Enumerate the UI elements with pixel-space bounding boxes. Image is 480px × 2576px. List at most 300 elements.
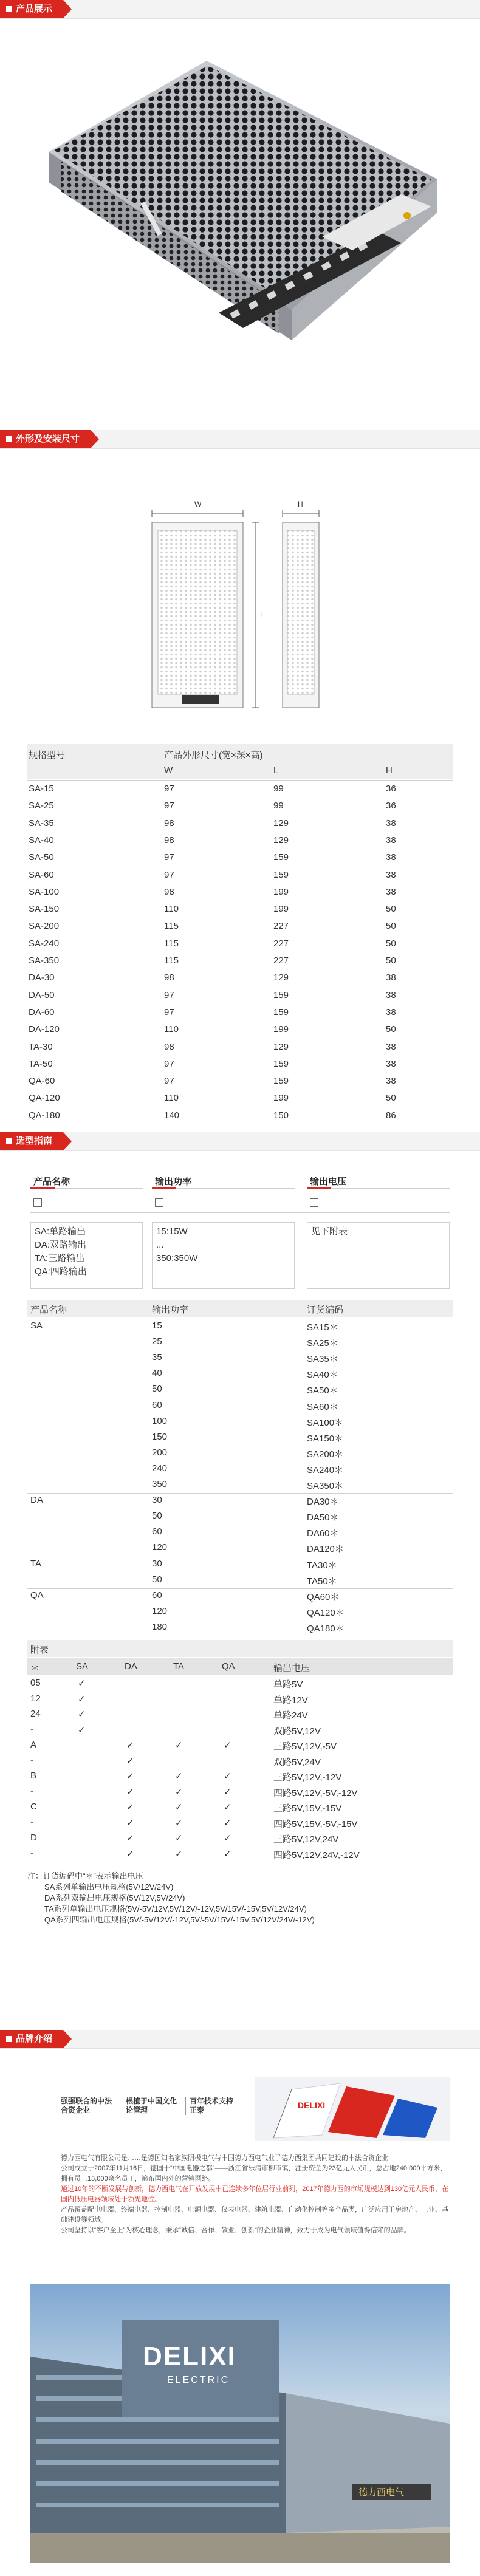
table-row [27, 1059, 453, 1072]
cell-star: - [30, 1724, 33, 1735]
table-row [27, 990, 453, 1003]
cell-w: 97 [164, 852, 174, 863]
sel-checkbox-2[interactable] [155, 1198, 163, 1207]
option: TA:三路输出 [35, 1253, 85, 1263]
table-row [27, 852, 453, 866]
cell-h: 50 [386, 1093, 396, 1104]
cell-w: 97 [164, 869, 174, 880]
cell-star: - [30, 1786, 33, 1797]
cell-model: SA-50 [29, 852, 54, 863]
section-header-selection [0, 1132, 480, 1153]
cell-sa: ✓ [78, 1724, 86, 1735]
cell-model: DA-50 [29, 989, 55, 1000]
cell-code: SA60＊ [307, 1401, 338, 1412]
brand-paragraph: 通过10年的不断发展与创新，德力西电气在开放发展中已连续多年位居行业前列，2017年德力西的市场规模达到130亿元人民币，在国内低压电器领域处于领先地位。 [61, 2185, 449, 2203]
cell-model: SA-25 [29, 801, 54, 811]
sel-checkbox-3[interactable] [310, 1198, 318, 1207]
section-header-dimensions [0, 430, 480, 451]
cell-power: 30 [152, 1495, 162, 1506]
header-power: 输出功率 [152, 1305, 189, 1315]
cell-l: 129 [273, 972, 289, 983]
cell-h: 38 [386, 1076, 396, 1087]
sel-col1-title: 产品名称 [33, 1177, 70, 1187]
option: 15:15W [156, 1226, 188, 1237]
sel-underline-2 [152, 1188, 295, 1189]
brand-paragraph: 公司成立于2007年11月16日，德国于“中国电器之都”——浙江省乐清市柳市镇，注册资金为23亿元人民币，总占地240,000平方米，拥有员工15,000余名员工，遍布国内外的营销网络。 [61, 2165, 447, 2182]
cell-l: 99 [273, 784, 284, 794]
cell-da: ✓ [126, 1833, 134, 1843]
order-notes [27, 1871, 453, 1925]
cell-code: QA60＊ [307, 1591, 340, 1602]
logo-text: DELIXI [298, 2100, 326, 2110]
cell-l: 227 [273, 955, 289, 966]
table-row [27, 1432, 453, 1446]
cell-h: 38 [386, 972, 396, 983]
cell-l: 159 [273, 852, 289, 863]
cell-h: 50 [386, 921, 396, 932]
cell-v: 四路5V,12V,24V,-12V [273, 1850, 360, 1860]
cell-power: 200 [152, 1447, 168, 1458]
table-row [27, 1771, 453, 1785]
cell-model: SA-15 [29, 784, 54, 794]
cell-w: 140 [164, 1110, 180, 1121]
cell-h: 38 [386, 1058, 396, 1069]
table-row [27, 1574, 453, 1589]
cell-sa: ✓ [78, 1693, 86, 1704]
cell-h: 50 [386, 938, 396, 949]
cell-code: TA30＊ [307, 1560, 337, 1571]
cell-l: 227 [273, 921, 289, 932]
header-l: L [273, 765, 279, 776]
cell-l: 159 [273, 1076, 289, 1087]
cell-da: ✓ [126, 1740, 134, 1751]
header-da: DA [125, 1661, 137, 1672]
cell-w: 110 [164, 1093, 179, 1104]
cell-l: 129 [273, 835, 289, 846]
sel-col2-title: 输出功率 [155, 1177, 192, 1187]
table-row [27, 972, 453, 986]
header-model: 规格型号 [29, 750, 66, 760]
cell-star: C [30, 1802, 37, 1812]
cell-sa: ✓ [78, 1678, 86, 1689]
cell-qa: ✓ [224, 1740, 231, 1751]
table-row [27, 1076, 453, 1089]
cell-model: TA-50 [29, 1058, 53, 1069]
cell-power: 120 [152, 1605, 168, 1616]
dim-table-header [27, 748, 453, 762]
cell-name: QA [30, 1590, 44, 1601]
cell-w: 97 [164, 989, 174, 1000]
cell-h: 38 [386, 1006, 396, 1017]
note-line: TA系列单输出电压规格(5V/-5V/12V,5V/12V/-12V,5V/15V/-15V,5V/12V/24V) [44, 1904, 307, 1913]
note-line: 注：订货编码中“＊”表示输出电压 [27, 1871, 143, 1881]
cell-h: 38 [386, 886, 396, 897]
table-row [27, 1833, 453, 1847]
divider [27, 1493, 453, 1494]
table-row [27, 1024, 453, 1037]
cell-name: SA [30, 1320, 43, 1331]
cell-model: SA-350 [29, 955, 60, 966]
cell-model: QA-60 [29, 1076, 55, 1087]
cell-name: DA [30, 1495, 43, 1506]
cell-l: 227 [273, 938, 289, 949]
cell-power: 100 [152, 1415, 168, 1426]
brand-intro [61, 2153, 450, 2236]
cell-model: SA-60 [29, 869, 54, 880]
option: SA:单路输出 [35, 1226, 86, 1237]
cell-l: 99 [273, 801, 284, 811]
cell-code: SA100＊ [307, 1417, 344, 1428]
table-row [27, 1352, 453, 1367]
table-row [27, 1042, 453, 1055]
cell-v: 三路5V,15V,-15V [273, 1803, 342, 1814]
cell-h: 36 [386, 801, 396, 811]
section-title: 选型指南 [16, 1136, 53, 1146]
cell-star: D [30, 1833, 37, 1843]
cell-h: 50 [386, 1024, 396, 1035]
cell-code: QA180＊ [307, 1623, 345, 1634]
brand-paragraph: 德力西电气有限公司是……是德国知名家族阴极电气与中国德力西电气业子德力西集团共同建设的中法合资企业 [61, 2154, 388, 2162]
cell-star: - [30, 1848, 33, 1859]
section-title: 产品展示 [16, 4, 53, 14]
table-row [27, 1368, 453, 1382]
cell-da: ✓ [126, 1817, 134, 1828]
cell-model: DA-60 [29, 1006, 55, 1017]
table-row [27, 887, 453, 900]
header-star: ＊ [30, 1663, 40, 1673]
cell-l: 199 [273, 904, 289, 915]
header-voltage: 输出电压 [273, 1663, 310, 1673]
table-row [27, 1495, 453, 1509]
appendix-header [27, 1661, 453, 1676]
cell-power: 25 [152, 1336, 162, 1347]
cell-v: 三路5V,12V,-5V [273, 1741, 337, 1752]
dimension-drawing [140, 495, 383, 732]
brand-slogan-banner [61, 2085, 243, 2121]
headquarters-photo [30, 2284, 450, 2563]
table-row [27, 835, 453, 849]
cell-power: 35 [152, 1352, 162, 1363]
divider [27, 1588, 453, 1589]
table-row [27, 1693, 453, 1708]
cell-l: 150 [273, 1110, 289, 1121]
cell-l: 199 [273, 886, 289, 897]
table-row [27, 1479, 453, 1494]
building-logo-sub: ELECTRIC [167, 2375, 230, 2385]
slogan: 百年技术支持正泰 [185, 2097, 238, 2115]
cell-code: SA15＊ [307, 1322, 338, 1333]
cell-ta: ✓ [175, 1771, 183, 1782]
cell-power: 50 [152, 1574, 162, 1585]
cell-w: 97 [164, 1006, 174, 1017]
cell-w: 115 [164, 938, 179, 949]
section-header-brand [0, 2030, 480, 2051]
cell-h: 38 [386, 818, 396, 828]
building-sign: 德力西电气 [358, 2487, 405, 2498]
cell-model: QA-180 [29, 1110, 60, 1121]
cell-l: 159 [273, 989, 289, 1000]
cell-power: 60 [152, 1590, 162, 1601]
cell-code: DA50＊ [307, 1512, 339, 1523]
table-row [27, 818, 453, 832]
cell-code: SA240＊ [307, 1464, 344, 1475]
cell-power: 50 [152, 1384, 162, 1395]
cell-power: 180 [152, 1621, 168, 1632]
table-row [27, 1463, 453, 1478]
table-row [27, 1678, 453, 1692]
cell-v: 三路5V,12V,24V [273, 1834, 339, 1845]
cell-model: DA-120 [29, 1024, 60, 1035]
cell-sa: ✓ [78, 1709, 86, 1720]
table-row [27, 1802, 453, 1816]
divider [27, 780, 453, 781]
cell-l: 199 [273, 1093, 289, 1104]
cell-qa: ✓ [224, 1786, 231, 1797]
cell-l: 199 [273, 1024, 289, 1035]
table-row [27, 1740, 453, 1754]
cell-code: DA30＊ [307, 1497, 339, 1508]
slogan: 强强联合的中法合资企业 [61, 2097, 112, 2114]
sel-checkbox-1[interactable] [33, 1198, 42, 1207]
cell-h: 38 [386, 852, 396, 863]
cell-h: 38 [386, 989, 396, 1000]
sel-options-1 [30, 1222, 143, 1289]
cell-ta: ✓ [175, 1817, 183, 1828]
cell-power: 30 [152, 1558, 162, 1569]
table-row [27, 870, 453, 883]
cell-w: 115 [164, 955, 179, 966]
cell-h: 36 [386, 784, 396, 794]
option: QA:四路输出 [35, 1266, 87, 1277]
option: 见下附表 [311, 1226, 348, 1237]
cell-v: 三路5V,12V,-12V [273, 1772, 342, 1783]
sel-col3-title: 输出电压 [310, 1177, 347, 1187]
cell-w: 115 [164, 921, 179, 932]
cell-power: 150 [152, 1431, 168, 1442]
header-ta: TA [173, 1661, 185, 1672]
cell-h: 50 [386, 955, 396, 966]
cell-power: 60 [152, 1526, 162, 1537]
note-line: DA系列双输出电压规格(5V/12V,5V/24V) [44, 1893, 185, 1902]
cell-ta: ✓ [175, 1786, 183, 1797]
cell-code: SA200＊ [307, 1449, 344, 1460]
brand-paragraph: 公司坚持以“客户至上”为核心理念，秉承“诚信、合作、敬业、创新”的企业精神，致力于成为电气领域值得信赖的品牌。 [61, 2227, 411, 2234]
table-row [27, 1755, 453, 1770]
cell-v: 双路5V,12V [273, 1726, 321, 1737]
cell-model: DA-30 [29, 972, 55, 983]
sel-underline-1 [30, 1188, 143, 1189]
cell-star: - [30, 1817, 33, 1828]
appendix-title-text: 附表 [30, 1645, 49, 1655]
table-row [27, 1007, 453, 1020]
table-row [27, 1848, 453, 1863]
header-code: 订货编码 [307, 1305, 344, 1315]
product-photo [36, 36, 450, 358]
table-row [27, 1709, 453, 1723]
header-qa: QA [222, 1661, 235, 1672]
cell-ta: ✓ [175, 1833, 183, 1843]
cell-w: 98 [164, 972, 174, 983]
cell-model: SA-150 [29, 904, 60, 915]
cell-v: 四路5V,15V,-5V,-15V [273, 1819, 358, 1830]
cell-l: 159 [273, 1006, 289, 1017]
sel-midline [30, 1212, 450, 1213]
table-row [27, 1110, 453, 1124]
cell-w: 110 [164, 1024, 179, 1035]
note-line: SA系列单输出电压规格(5V/12V/24V) [44, 1882, 174, 1891]
cell-v: 四路5V,12V,-5V,-12V [273, 1788, 358, 1799]
appendix-title [27, 1643, 453, 1658]
table-row [27, 1511, 453, 1525]
cell-star: 05 [30, 1678, 41, 1688]
cell-w: 98 [164, 1041, 174, 1052]
dim-table-subheader [27, 765, 453, 779]
cell-da: ✓ [126, 1802, 134, 1812]
cell-power: 40 [152, 1368, 162, 1379]
header-dims: 产品外形尺寸(宽×深×高) [164, 750, 263, 760]
sel-options-3 [307, 1222, 450, 1289]
cell-code: SA35＊ [307, 1354, 338, 1365]
header-h: H [386, 765, 393, 776]
cell-code: SA40＊ [307, 1370, 338, 1381]
cell-qa: ✓ [224, 1848, 231, 1859]
cell-v: 单路5V [273, 1679, 303, 1690]
cell-ta: ✓ [175, 1848, 183, 1859]
cell-star: 12 [30, 1693, 41, 1704]
cell-h: 38 [386, 835, 396, 846]
table-row [27, 955, 453, 969]
table-row [27, 1400, 453, 1415]
cell-code: SA150＊ [307, 1433, 344, 1444]
table-row [27, 1559, 453, 1573]
table-row [27, 1542, 453, 1557]
table-row [27, 1384, 453, 1398]
brand-paragraph: 产品覆盖配电电器、终端电器、控制电器、电源电器、仪表电器、建筑电器、自动化控制等多个品类，广泛应用于房地产、工业、基础建设等领域。 [61, 2206, 448, 2224]
table-row [27, 1622, 453, 1636]
cell-power: 350 [152, 1479, 168, 1489]
cell-power: 120 [152, 1542, 168, 1553]
table-row [27, 784, 453, 797]
cell-qa: ✓ [224, 1817, 231, 1828]
dim-w-label: W [194, 500, 202, 508]
cell-model: SA-100 [29, 886, 60, 897]
section-title: 品牌介绍 [16, 2034, 53, 2044]
cell-star: B [30, 1771, 37, 1781]
cell-w: 110 [164, 904, 179, 915]
cell-code: SA50＊ [307, 1385, 338, 1396]
cell-w: 98 [164, 818, 174, 828]
cell-v: 单路24V [273, 1710, 308, 1721]
cell-w: 98 [164, 886, 174, 897]
cell-power: 50 [152, 1511, 162, 1522]
cell-h: 50 [386, 904, 396, 915]
header-w: W [164, 765, 173, 776]
cell-model: SA-240 [29, 938, 60, 949]
table-row [27, 921, 453, 934]
cell-l: 159 [273, 869, 289, 880]
table-row [27, 1590, 453, 1605]
cell-da: ✓ [126, 1755, 134, 1766]
table-row [27, 1724, 453, 1739]
note-line: QA系列四输出电压规格(5V/-5V/12V/-12V,5V/-5V/15V/-15V,5V/12V/24V/-12V) [44, 1915, 315, 1924]
table-row [27, 1336, 453, 1351]
cell-l: 129 [273, 818, 289, 828]
option: DA:双路输出 [35, 1240, 87, 1250]
cell-h: 38 [386, 869, 396, 880]
cell-h: 38 [386, 1041, 396, 1052]
cell-star: A [30, 1740, 37, 1750]
cell-model: SA-40 [29, 835, 54, 846]
order-table-header [27, 1303, 453, 1317]
cell-w: 97 [164, 1058, 174, 1069]
brand-flags-image [255, 2077, 450, 2141]
cell-w: 97 [164, 1076, 174, 1087]
option: 350:350W [156, 1253, 198, 1263]
dim-h-label: H [298, 500, 303, 508]
cell-w: 97 [164, 801, 174, 811]
cell-v: 单路12V [273, 1695, 308, 1706]
table-row [27, 904, 453, 917]
dim-l-label: L [260, 610, 264, 619]
cell-model: SA-35 [29, 818, 54, 828]
cell-qa: ✓ [224, 1802, 231, 1812]
slogan: 根植于中国文化论管理 [122, 2097, 180, 2115]
cell-star: 24 [30, 1709, 41, 1719]
cell-power: 240 [152, 1463, 168, 1474]
header-name: 产品名称 [30, 1305, 67, 1315]
cell-w: 97 [164, 784, 174, 794]
table-row [27, 1416, 453, 1430]
cell-code: SA350＊ [307, 1481, 344, 1491]
cell-code: SA25＊ [307, 1338, 338, 1349]
cell-star: - [30, 1755, 33, 1766]
option: ... [156, 1240, 164, 1250]
cell-w: 98 [164, 835, 174, 846]
cell-power: 60 [152, 1399, 162, 1410]
table-row [27, 1817, 453, 1832]
sel-underline-3 [307, 1188, 450, 1189]
cell-da: ✓ [126, 1848, 134, 1859]
table-row [27, 801, 453, 814]
cell-name: TA [30, 1558, 42, 1569]
cell-model: QA-120 [29, 1093, 60, 1104]
cell-power: 15 [152, 1320, 162, 1331]
table-row [27, 1320, 453, 1335]
table-row [27, 1786, 453, 1801]
cell-l: 129 [273, 1041, 289, 1052]
cell-da: ✓ [126, 1786, 134, 1797]
cell-h: 86 [386, 1110, 396, 1121]
section-header-display [0, 0, 480, 21]
cell-code: DA60＊ [307, 1528, 339, 1539]
sel-options-2 [152, 1222, 295, 1289]
cell-l: 159 [273, 1058, 289, 1069]
header-sa: SA [76, 1661, 89, 1672]
section-title: 外形及安装尺寸 [16, 434, 80, 444]
cell-da: ✓ [126, 1771, 134, 1782]
table-row [27, 1447, 453, 1462]
cell-ta: ✓ [175, 1802, 183, 1812]
cell-qa: ✓ [224, 1833, 231, 1843]
cell-ta: ✓ [175, 1740, 183, 1751]
cell-code: QA120＊ [307, 1607, 345, 1618]
table-row [27, 1526, 453, 1541]
building-logo: DELIXI [143, 2342, 236, 2371]
table-row [27, 938, 453, 952]
table-row [27, 1606, 453, 1621]
cell-v: 双路5V,24V [273, 1757, 321, 1768]
cell-code: TA50＊ [307, 1576, 337, 1587]
